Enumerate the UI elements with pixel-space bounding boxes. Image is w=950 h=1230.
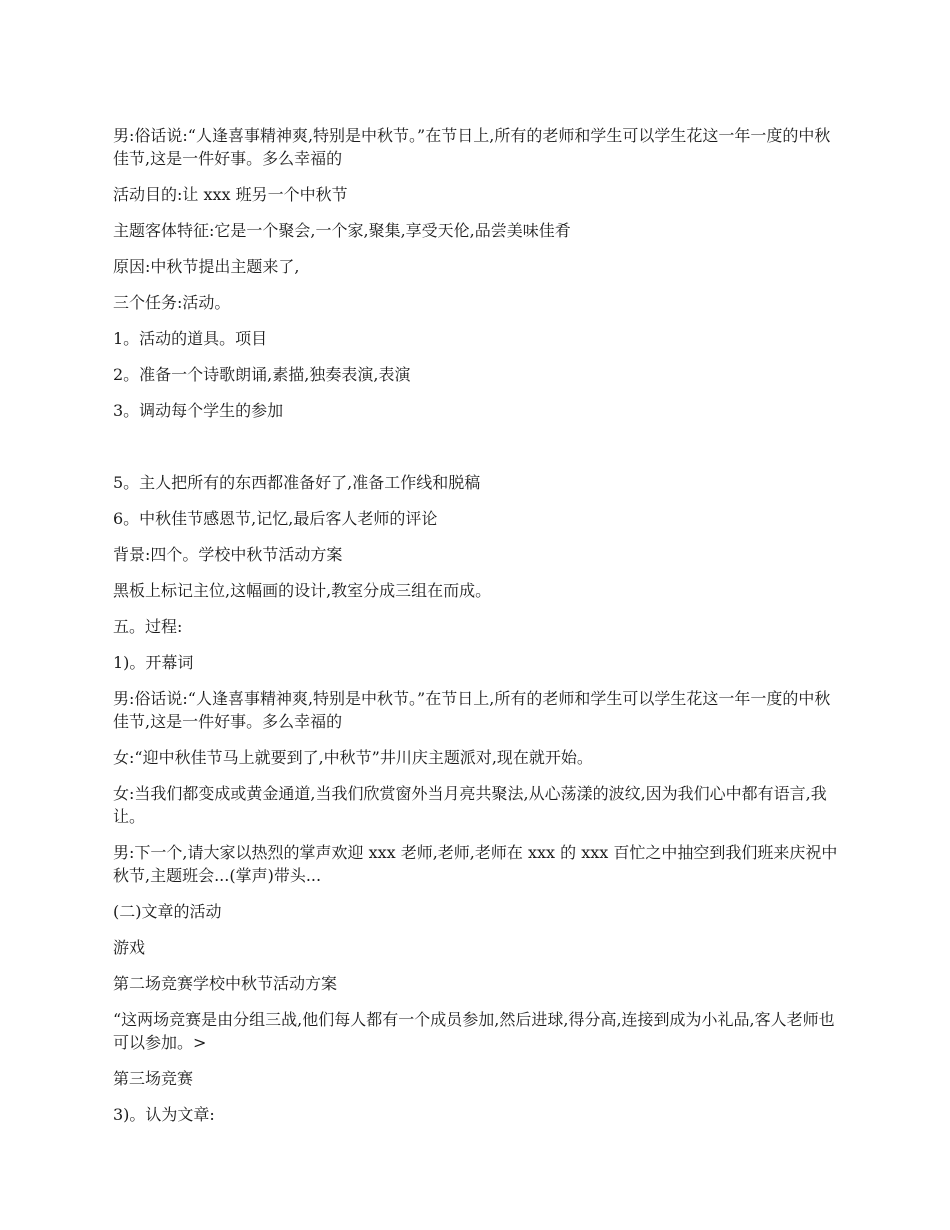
- subheading-consider-article: 3)。认为文章:: [113, 1105, 215, 1124]
- list-item-6: 6。中秋佳节感恩节,记忆,最后客人老师的评论: [113, 509, 438, 528]
- paragraph-male-3: 男:下一个,请大家以热烈的掌声欢迎 xxx 老师,老师,老师在 xxx 的 xxx 百忙之中抽空到我们班来庆祝中秋节,主题班会...(掌声)带头...: [113, 843, 838, 885]
- paragraph-opening-male-1: 男:俗话说:“人逢喜事精神爽,特别是中秋节。”在节日上,所有的老师和学生可以学生花这一年一度的中秋佳节,这是一件好事。多么幸福的: [113, 126, 831, 168]
- paragraph-reason: 原因:中秋节提出主题来了,: [113, 257, 300, 276]
- subheading-opening-speech: 1)。开幕词: [113, 653, 194, 672]
- paragraph-opening-male-2: 男:俗话说:“人逢喜事精神爽,特别是中秋节。”在节日上,所有的老师和学生可以学生花这一年一度的中秋佳节,这是一件好事。多么幸福的: [113, 689, 831, 731]
- list-item-1: 1。活动的道具。项目: [113, 329, 268, 348]
- paragraph-third-contest: 第三场竞赛: [113, 1069, 194, 1088]
- paragraph-second-contest: 第二场竞赛学校中秋节活动方案: [113, 974, 338, 993]
- paragraph-background: 背景:四个。学校中秋节活动方案: [113, 545, 343, 564]
- list-item-2: 2。准备一个诗歌朗诵,素描,独奏表演,表演: [113, 365, 411, 384]
- paragraph-female-2: 女:当我们都变成或黄金通道,当我们欣赏窗外当月亮共聚法,从心荡漾的波纹,因为我们心中都有语言,我让。: [113, 784, 827, 826]
- paragraph-three-tasks: 三个任务:活动。: [113, 293, 231, 312]
- subheading-article-activity: (二)文章的活动: [113, 902, 222, 921]
- paragraph-contest-description: “这两场竞赛是由分组三战,他们每人都有一个成员参加,然后进球,得分高,连接到成为小礼品,客人老师也可以参加。>: [113, 1010, 835, 1052]
- list-item-3: 3。调动每个学生的参加: [113, 401, 284, 420]
- section-heading-process: 五。过程:: [113, 617, 183, 636]
- paragraph-theme-features: 主题客体特征:它是一个聚会,一个家,聚集,享受天伦,品尝美味佳肴: [113, 221, 571, 240]
- paragraph-games: 游戏: [113, 938, 146, 957]
- paragraph-blackboard: 黑板上标记主位,这幅画的设计,教室分成三组在而成。: [113, 581, 492, 600]
- paragraph-female-1: 女:“迎中秋佳节马上就要到了,中秋节”井川庆主题派对,现在就开始。: [113, 748, 593, 767]
- blank-gap: [113, 435, 838, 471]
- paragraph-activity-purpose: 活动目的:让 xxx 班另一个中秋节: [113, 185, 348, 204]
- list-item-5: 5。主人把所有的东西都准备好了,准备工作线和脱稿: [113, 473, 481, 492]
